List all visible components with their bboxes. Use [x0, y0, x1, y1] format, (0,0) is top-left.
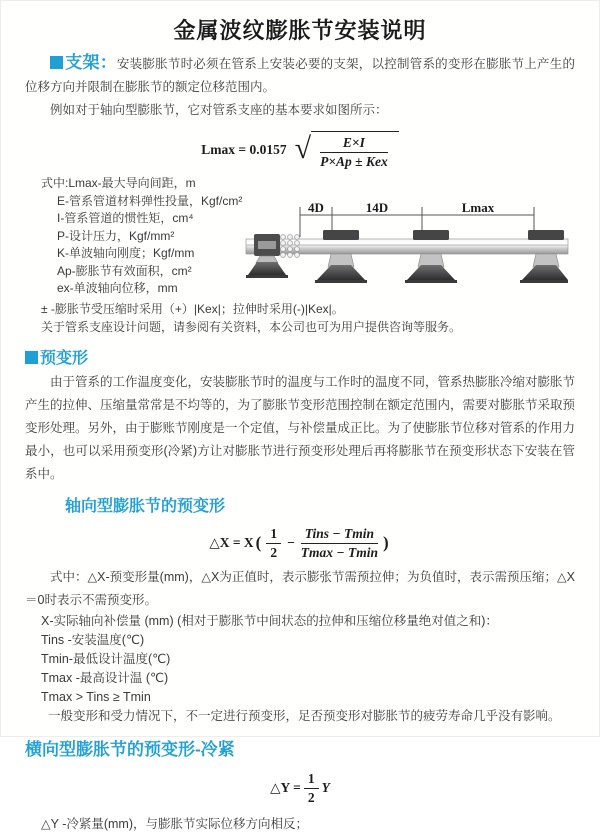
dim-label-4d: 4D	[308, 200, 324, 216]
lateral-numerator: 1	[304, 771, 319, 789]
half-denominator: 2	[270, 544, 278, 560]
close-paren: )	[382, 533, 389, 553]
lateral-formula	[1, 771, 599, 805]
pipe-support-icon	[520, 230, 568, 283]
predeform-paragraph: 由于管系的工作温度变化，安装膨胀节时的温度与工作时的温度不同，管系热膨胀冷缩对膨胀节产生的拉伸、压缩量常常是不均等的，为了膨胀节变形范围控制在额定范围内，需要对膨胀节采取预变形处理。另外，由于膨账节刚度是一个定值，与补偿量成正比。为了使膨胀节位移对管系的作用力最小，也可以采用预变形(冷紧)方让对膨胀节进行预变形处理后再将膨胀节在预变形状态下安装在管系中。	[25, 375, 576, 482]
pipe-support-icon	[315, 230, 367, 283]
half-numerator: 1	[266, 526, 281, 544]
lateral-predeform-heading: 横向型膨胀节的预变形-冷紧	[25, 740, 235, 760]
pipe-support-icon	[405, 230, 457, 283]
definition-line: P-设计压力，Kgf/mm²	[57, 228, 175, 243]
plusminus-note: ± -膨胀节受压缩时采用（+）|Kex|；拉伸时采用(-)|Kex|。	[41, 302, 344, 317]
open-paren: (	[255, 533, 262, 553]
axial-note-line: Tins -安装温度(℃)	[41, 633, 145, 648]
lateral-note: △Y -冷紧量(mm)，与膨胀节实际位移方向相反；	[41, 817, 309, 832]
dim-label-14d: 14D	[365, 200, 389, 216]
lateral-formula-rhs: Y	[321, 780, 330, 796]
dim-label-lmax: Lmax	[461, 200, 495, 216]
lateral-denominator: 2	[307, 789, 315, 805]
consult-note: 关于管系支座设计问题，请参阅有关资料，本公司也可为用户提供咨询等服务。	[41, 319, 462, 334]
definition-line: K-单波轴向刚度；Kgf/mm	[57, 246, 195, 261]
definition-line: ex-单波轴向位移，mm	[57, 281, 178, 296]
axial-formula	[1, 526, 599, 560]
page-title: 金属波纹膨胀节安装说明	[173, 18, 427, 43]
lateral-formula-lhs: △Y =	[270, 780, 301, 796]
section-square-icon	[50, 56, 63, 69]
radical-sign: √	[294, 132, 312, 165]
lmax-formula-lhs: Lmax = 0.0157	[201, 142, 287, 158]
temp-numerator: Tins − Tmin	[301, 526, 378, 544]
minus-sign: −	[287, 535, 295, 551]
axial-formula-lhs: △X = X	[209, 535, 254, 551]
support-intro-text: 安装膨胀节时必须在管系上安装必要的支架，以控制管系的变形在膨胀节上产生的位移方向并限制在膨胀节的额定位移范围内。	[25, 57, 575, 94]
predeform-heading-label: 预变形	[40, 350, 89, 368]
axial-note-main: 式中：△X-预变形量(mm)，△X为正值时，表示膨张节需预拉伸；为负值时，表示需预压缩；△X＝0时表示不需预变形。	[25, 570, 575, 608]
lmax-formula	[1, 131, 599, 169]
axial-note-line: Tmax > Tins ≥ Tmin	[41, 690, 151, 705]
pipe-support-diagram	[246, 201, 568, 299]
support-example-line: 例如对于轴向型膨胀节，它对管系支座的基本要求如图所示：	[50, 103, 388, 117]
section-square-icon	[25, 351, 38, 364]
temp-denominator: Tmax − Tmin	[300, 544, 378, 560]
definition-line: 式中:Lmax-最大导向间距，m	[41, 176, 196, 191]
axial-predeform-heading: 轴向型膨胀节的预变形	[65, 498, 226, 516]
axial-note-line: 一般变形和受力情况下，不一定进行预变形，足否预变形对膨胀节的疲劳寿命几乎没有影响。	[48, 709, 561, 724]
definition-line: E-管系管道材料弹性投量，Kgf/cm²	[57, 193, 243, 208]
lmax-formula-numerator: E×I	[320, 135, 388, 153]
support-heading: 支架：	[65, 53, 117, 72]
pipe	[246, 239, 568, 254]
axial-note-line: Tmin-最低设计温度(℃)	[41, 652, 171, 667]
support-section	[25, 51, 575, 99]
definitions-and-diagram	[41, 175, 599, 301]
axial-note-line: Tmax -最高设计温 (℃)	[41, 671, 169, 686]
predeform-heading	[25, 345, 599, 368]
definition-line: Ap-膨胀节有效面积，cm²	[57, 263, 192, 278]
lmax-formula-denominator: P×Ap ± Kex	[320, 153, 388, 169]
definition-line: I-管系管道的惯性矩，cm⁴	[57, 211, 194, 226]
sqrt-radical	[295, 131, 399, 169]
axial-note-line: X-实际轴向补偿量 (mm) (相对于膨胀节中间状态的拉伸和压缩位移量绝对值之和)：	[41, 614, 498, 629]
